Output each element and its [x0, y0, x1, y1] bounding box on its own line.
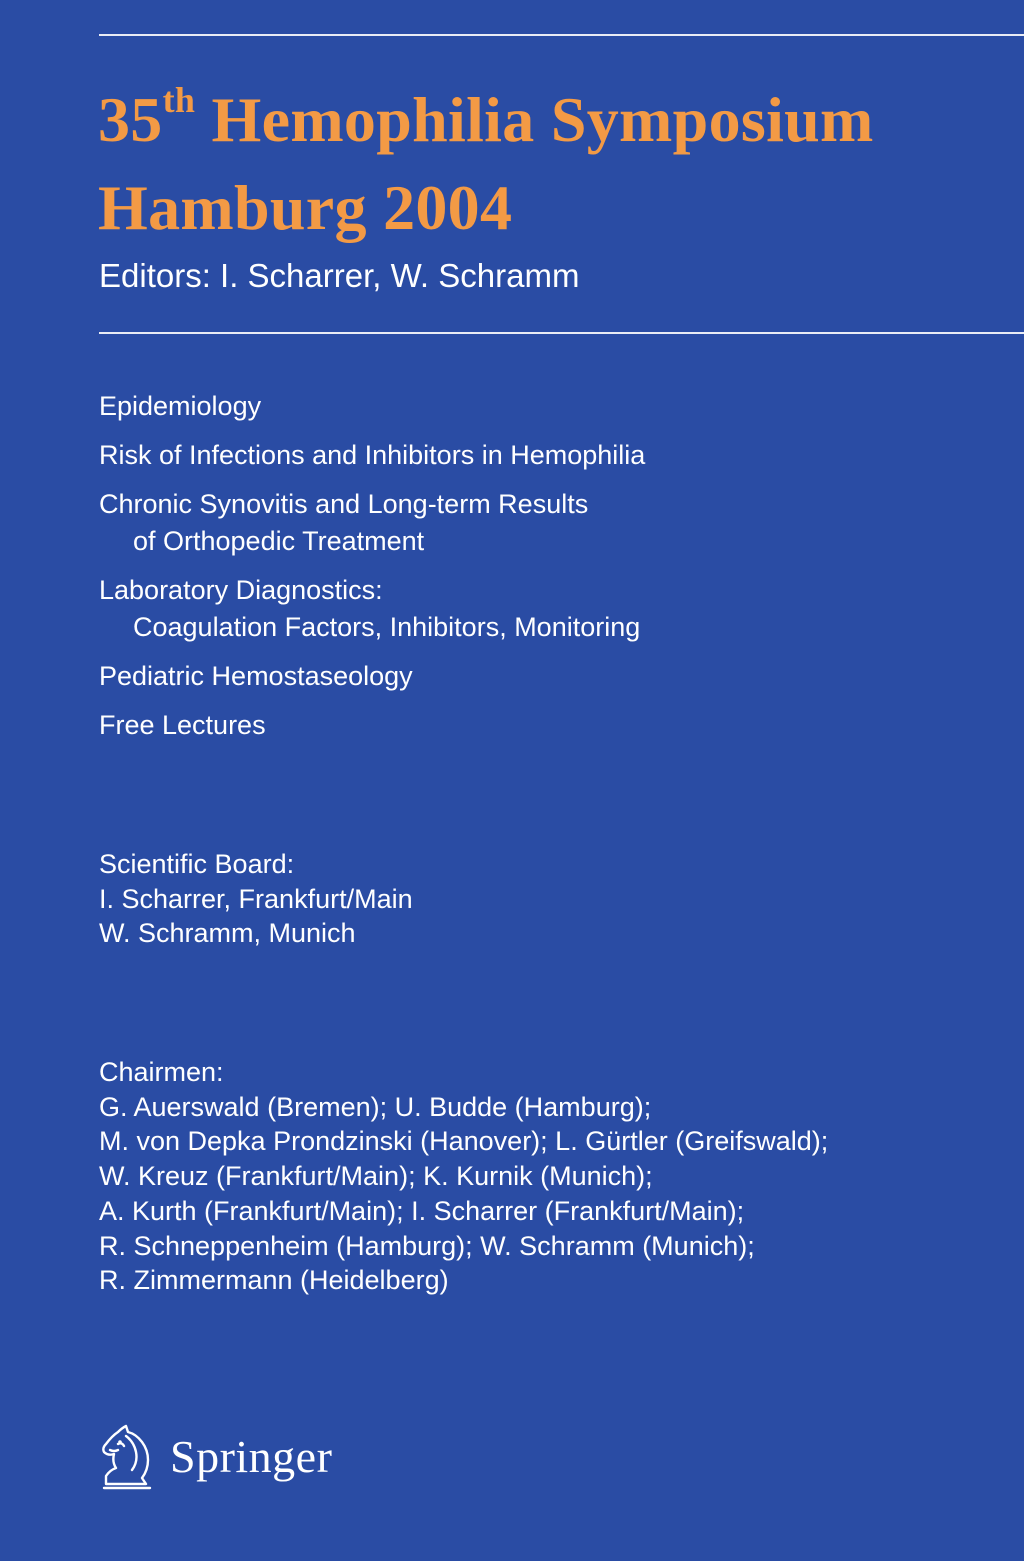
title-text: Hemophilia Symposium [195, 84, 874, 155]
chairmen-line: A. Kurth (Frankfurt/Main); I. Scharrer (Frankfurt/Main); [99, 1195, 745, 1226]
chairmen-line: G. Auerswald (Bremen); U. Budde (Hamburg); [99, 1091, 652, 1122]
book-subtitle: Hamburg 2004 [98, 172, 513, 243]
topics-list [99, 388, 645, 756]
topic-title: Epidemiology [99, 391, 262, 421]
springer-knight-icon [96, 1422, 156, 1490]
topic-item [99, 437, 645, 474]
chairmen-section [99, 1055, 828, 1298]
topic-title: Chronic Synovitis and Long-term Results [99, 489, 589, 519]
topic-item [99, 707, 645, 744]
title-number: 35 [98, 84, 163, 155]
topic-title: Pediatric Hemostaseology [99, 661, 413, 691]
chairmen-line: R. Schneppenheim (Hamburg); W. Schramm (Munich); [99, 1230, 755, 1261]
topic-item [99, 486, 645, 560]
chairmen-line: W. Kreuz (Frankfurt/Main); K. Kurnik (Munich); [99, 1161, 653, 1192]
publisher-name: Springer [170, 1430, 333, 1482]
book-title [98, 80, 874, 155]
scientific-board [99, 847, 413, 951]
topic-item [99, 572, 645, 646]
topic-item [99, 658, 645, 695]
chairmen-heading: Chairmen: [99, 1057, 224, 1087]
topic-continuation: of Orthopedic Treatment [133, 526, 425, 556]
top-divider [99, 34, 1024, 36]
scientific-board-heading: Scientific Board: [99, 849, 295, 879]
board-member: I. Scharrer, Frankfurt/Main [99, 883, 413, 914]
topic-title: Risk of Infections and Inhibitors in Hemophilia [99, 440, 646, 470]
board-member: W. Schramm, Munich [99, 918, 356, 948]
editors-line: Editors: I. Scharrer, W. Schramm [99, 257, 580, 294]
middle-divider [99, 332, 1024, 334]
chairmen-line: R. Zimmermann (Heidelberg) [99, 1265, 449, 1296]
topic-title: Free Lectures [99, 710, 266, 740]
topic-title: Laboratory Diagnostics: [99, 575, 383, 605]
publisher-logo [96, 1420, 332, 1492]
title-ordinal-suffix: th [162, 80, 196, 120]
topic-item [99, 388, 645, 425]
chairmen-line: M. von Depka Prondzinski (Hanover); L. Gürtler (Greifswald); [99, 1126, 829, 1157]
topic-continuation: Coagulation Factors, Inhibitors, Monitoring [133, 612, 641, 642]
